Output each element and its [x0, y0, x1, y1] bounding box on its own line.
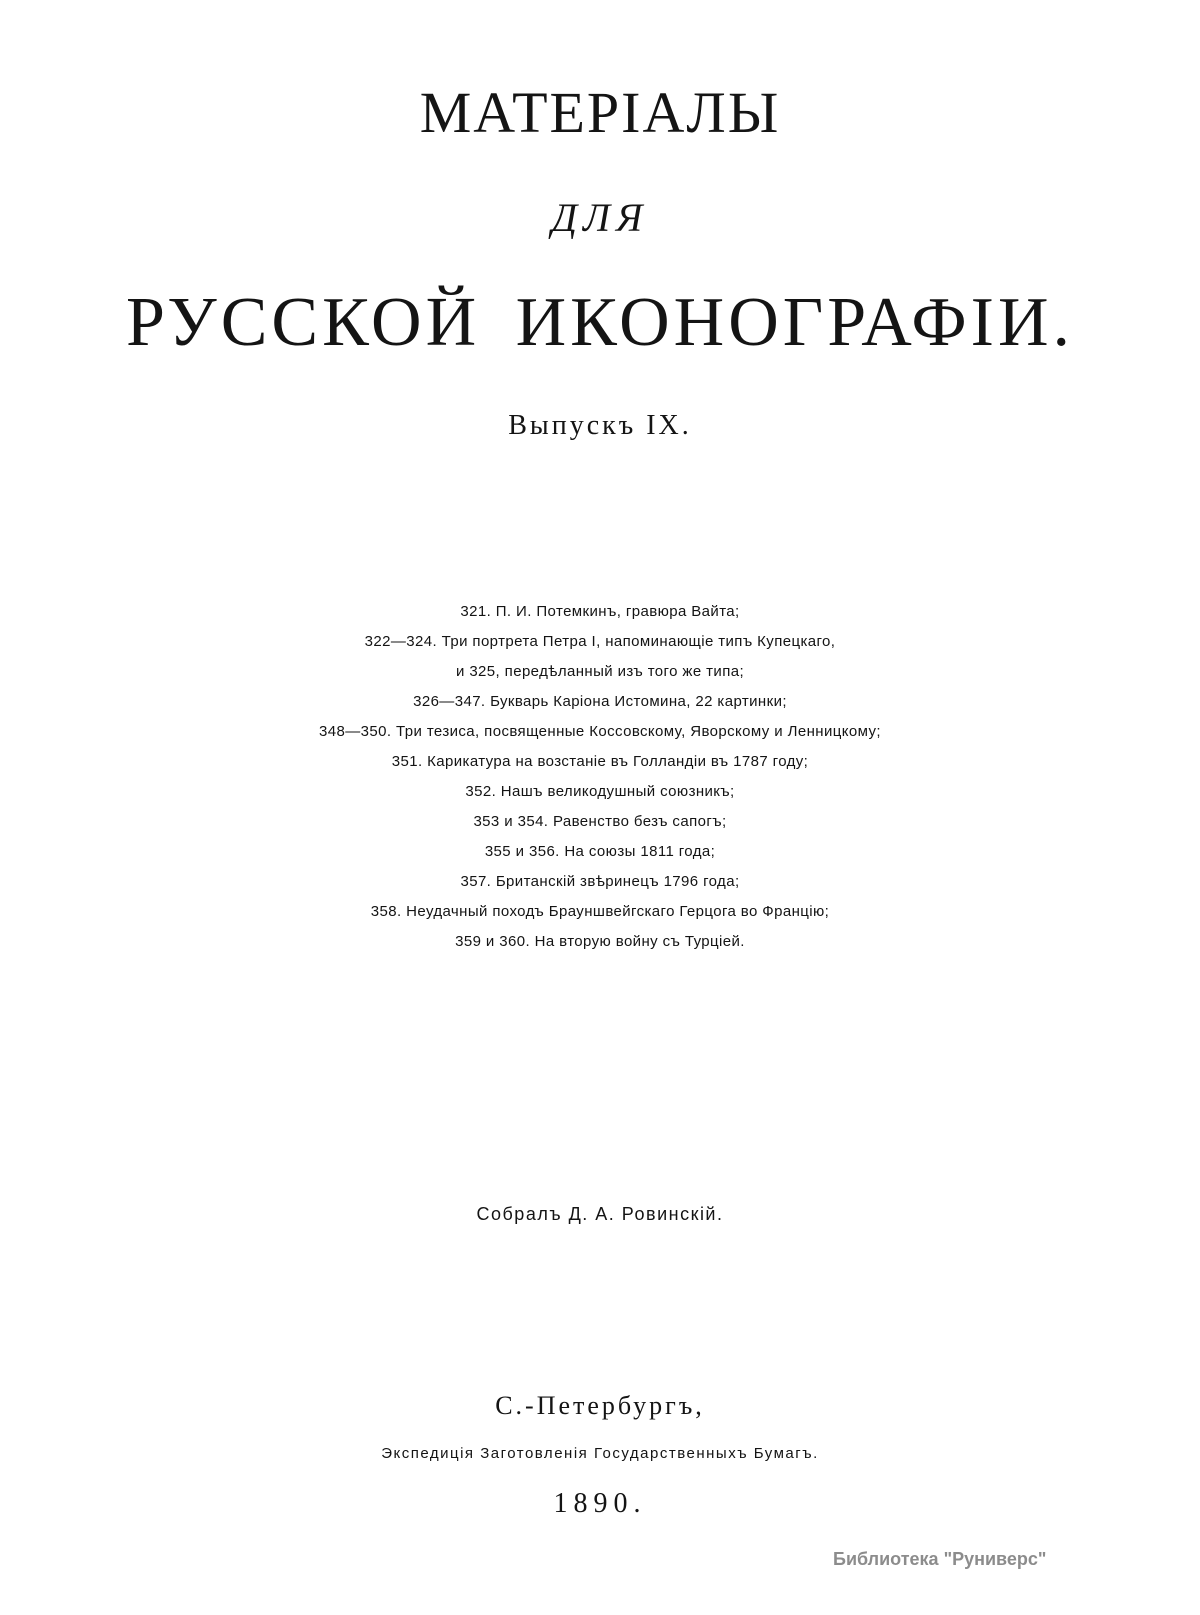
- contents-item: 351. Карикатура на возстаніе въ Голландіи въ 1787 году;: [391, 753, 809, 770]
- title-line-russian-iconography: РУССКОЙ ИКОНОГРАФІИ.: [125, 284, 1075, 361]
- contents-item: 352. Нашъ великодушный союзникъ;: [465, 783, 735, 800]
- imprint-year: 1890.: [553, 1488, 647, 1519]
- issue-number: Выпускъ IX.: [508, 410, 692, 441]
- contents-item: 321. П. И. Потемкинъ, гравюра Вайта;: [460, 603, 740, 620]
- contents-list: [0, 597, 1200, 957]
- title-line-for: ДЛЯ: [551, 195, 649, 240]
- contents-item: 348—350. Три тезиса, посвященные Коссовскому, Яворскому и Ленницкому;: [319, 723, 881, 740]
- contents-item: 358. Неудачный походъ Брауншвейгскаго Герцога во Францію;: [370, 903, 830, 920]
- imprint-city: С.-Петербургъ,: [495, 1391, 705, 1420]
- contents-item: 359 и 360. На вторую войну съ Турціей.: [455, 933, 745, 950]
- contents-item: 326—347. Букварь Каріона Истомина, 22 картинки;: [413, 693, 787, 710]
- contents-item: 322—324. Три портрета Петра I, напоминающіе типъ Купецкаго,: [364, 633, 836, 650]
- library-watermark: Библиотека "Руниверс": [833, 1549, 1047, 1569]
- collector-credit: Собралъ Д. А. Ровинскій.: [476, 1204, 724, 1224]
- contents-item: 353 и 354. Равенство безъ сапогъ;: [473, 813, 727, 830]
- title-line-materials: МАТЕРІАЛЫ: [419, 80, 781, 145]
- contents-item: 355 и 356. На союзы 1811 года;: [484, 843, 716, 860]
- contents-item: 357. Британскій звѣринецъ 1796 года;: [460, 873, 740, 890]
- imprint-publisher: Экспедиція Заготовленія Государственныхъ Бумагъ.: [381, 1445, 819, 1462]
- contents-item: и 325, передѣланный изъ того же типа;: [455, 663, 745, 680]
